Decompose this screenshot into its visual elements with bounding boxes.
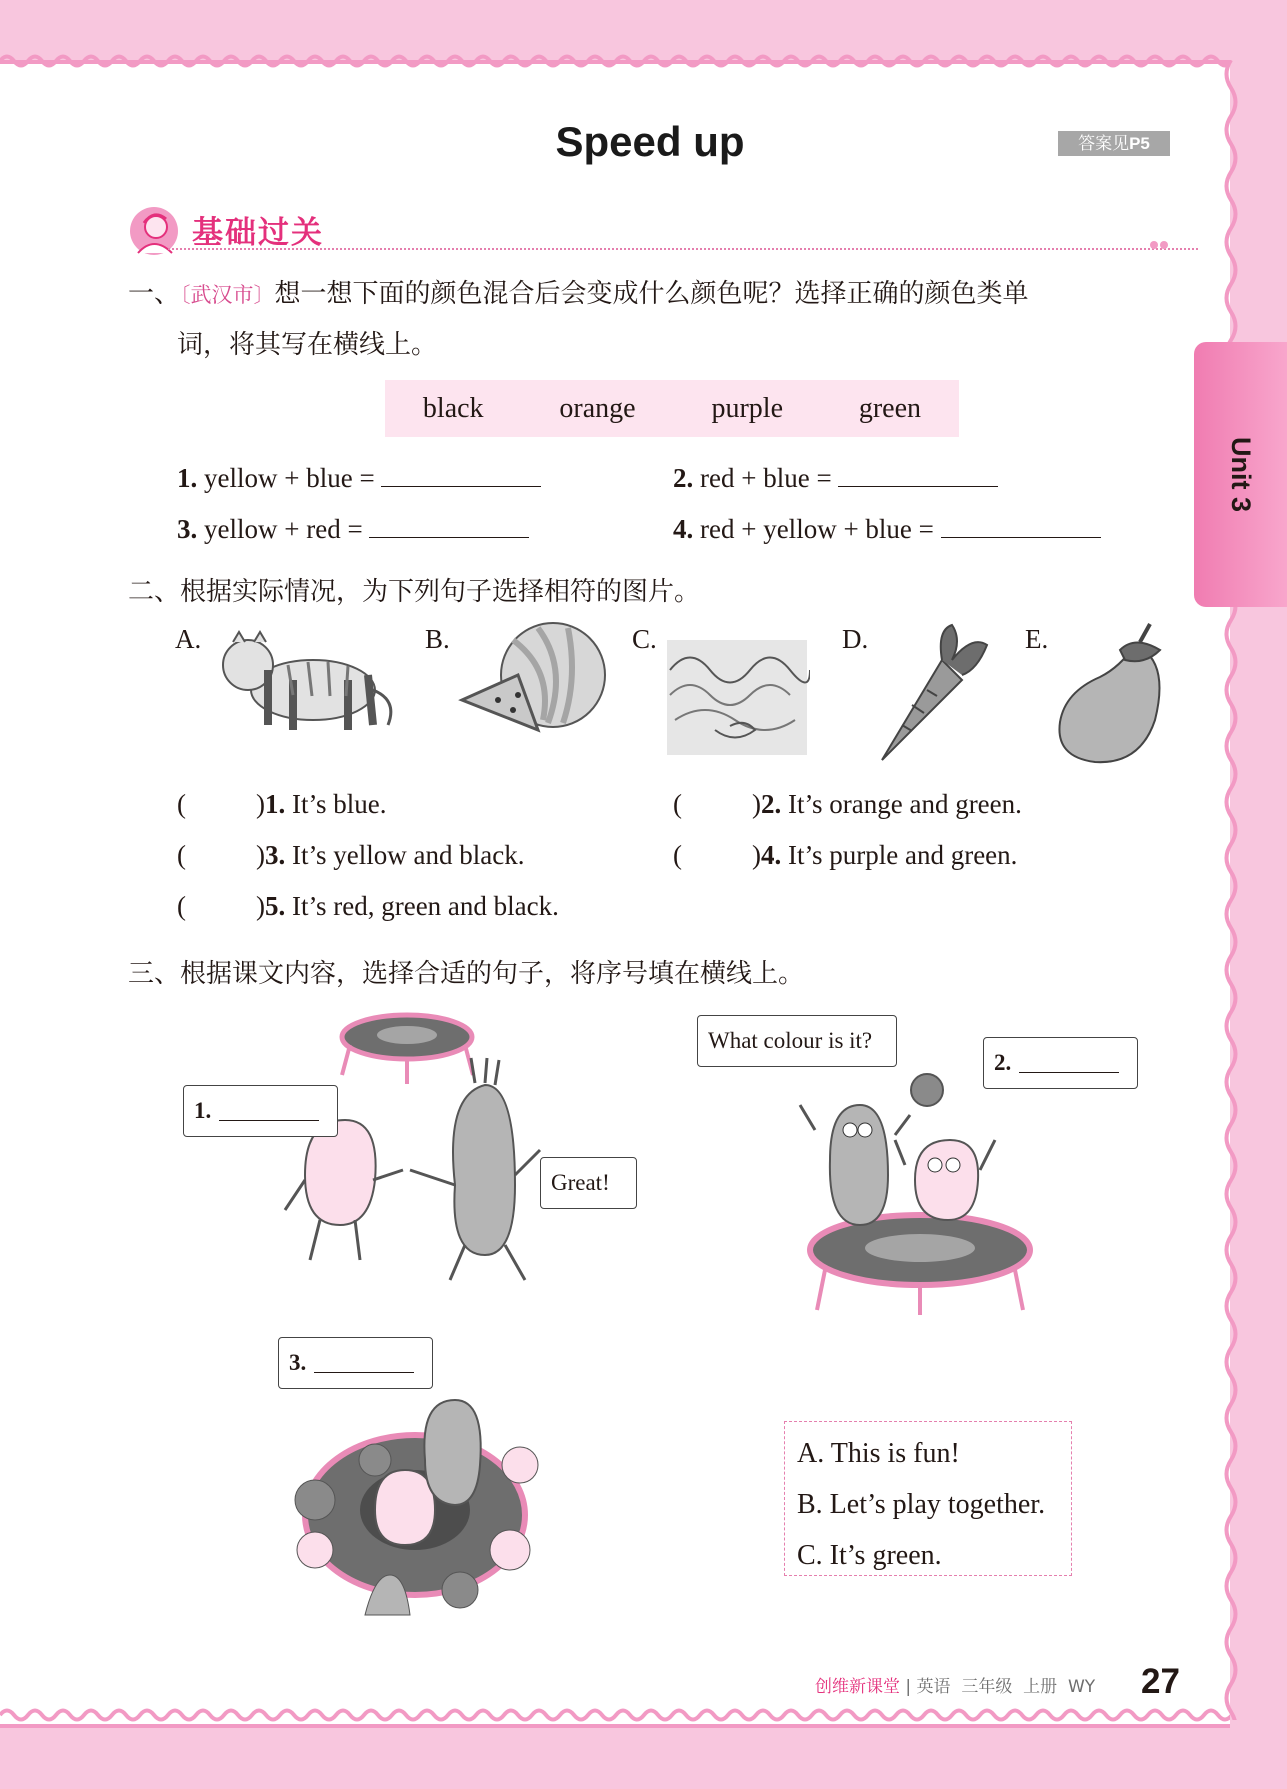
answer-blank[interactable] — [219, 1102, 319, 1121]
section-divider — [168, 248, 1198, 250]
q2-item-5: ( )5. It’s red, green and black. — [177, 887, 559, 922]
q1-item-4: 4. red + yellow + blue = — [673, 509, 1101, 545]
unit-tab — [1194, 342, 1287, 607]
word-black: black — [422, 392, 484, 424]
picture-label-d: D. — [842, 624, 869, 654]
q2-item-2: ( )2. It’s orange and green. — [673, 785, 1022, 820]
picture-label-e: E. — [1025, 624, 1049, 654]
answer-reference-tag: 答案见P5 — [1058, 131, 1170, 156]
word-purple: purple — [711, 392, 783, 424]
speech-bubble-great: Great! — [540, 1157, 637, 1209]
q1-item-1: 1. yellow + blue = — [177, 458, 541, 494]
q2-item-1: ( )1. It’s blue. — [177, 785, 387, 820]
scene-3-illustration — [275, 1390, 555, 1640]
option-a: A. This is fun! — [797, 1438, 960, 1469]
answer-blank[interactable] — [941, 509, 1101, 538]
speech-bubble-3: 3. — [278, 1337, 433, 1389]
q1-item-2: 2. red + blue = — [673, 458, 998, 494]
answer-blank[interactable] — [186, 887, 256, 915]
q1-item-3: 3. yellow + red = — [177, 509, 529, 545]
answer-blank[interactable] — [186, 836, 256, 864]
top-wave-border — [0, 52, 1230, 70]
carrot-icon — [872, 620, 997, 765]
page-number: 27 — [1141, 1662, 1180, 1701]
section-header — [128, 205, 1168, 253]
q2-item-4: ( )4. It’s purple and green. — [673, 836, 1017, 871]
answer-blank[interactable] — [314, 1354, 414, 1373]
q1-prompt: 一、〔武汉市〕想一想下面的颜色混合后会变成什么颜色呢？选择正确的颜色类单 — [128, 279, 1029, 309]
footer-brand: 创维新课堂 — [815, 1677, 900, 1697]
answer-blank[interactable] — [682, 785, 752, 813]
section-title: 基础过关 — [192, 215, 324, 251]
options-box — [784, 1421, 1072, 1576]
answer-blank[interactable] — [682, 836, 752, 864]
scene-1-illustration — [175, 1005, 655, 1305]
speech-bubble-what: What colour is it? — [697, 1015, 897, 1067]
picture-label-a: A. — [175, 624, 202, 654]
q2-item-3: ( )3. It’s yellow and black. — [177, 836, 524, 871]
word-bank — [385, 380, 959, 437]
answer-blank[interactable] — [381, 458, 541, 487]
speech-bubble-1: 1. — [183, 1085, 338, 1137]
watermelon-icon — [458, 620, 608, 740]
unit-tab-label: Unit 3 — [1226, 437, 1256, 513]
picture-label-c: C. — [632, 624, 657, 654]
bottom-wave-border — [0, 1706, 1230, 1724]
section-divider-end — [1148, 236, 1168, 254]
scene-2-illustration — [795, 1070, 1055, 1320]
answer-blank[interactable] — [838, 458, 998, 487]
q3-prompt: 三、根据课文内容，选择合适的句子，将序号填在横线上。 — [128, 959, 805, 989]
word-orange: orange — [559, 392, 636, 424]
sea-waves-icon — [665, 630, 810, 765]
speech-bubble-2: 2. — [983, 1037, 1138, 1089]
answer-blank[interactable] — [186, 785, 256, 813]
option-b: B. Let’s play together. — [797, 1489, 1046, 1520]
answer-blank[interactable] — [1019, 1054, 1119, 1073]
q1-prompt-line2: 词，将其写在横线上。 — [177, 330, 438, 360]
word-green: green — [858, 392, 922, 424]
q2-prompt: 二、根据实际情况，为下列句子选择相符的图片。 — [128, 577, 701, 607]
page-title: Speed up — [555, 118, 745, 165]
option-c: C. It’s green. — [797, 1540, 942, 1571]
eggplant-icon — [1055, 620, 1175, 770]
answer-blank[interactable] — [369, 509, 529, 538]
footer-info: 创维新课堂 | 英语 三年级 上册 WY — [815, 1677, 1096, 1697]
picture-label-b: B. — [425, 624, 450, 654]
right-wave-border — [1222, 60, 1240, 1720]
tiger-icon — [208, 620, 398, 750]
